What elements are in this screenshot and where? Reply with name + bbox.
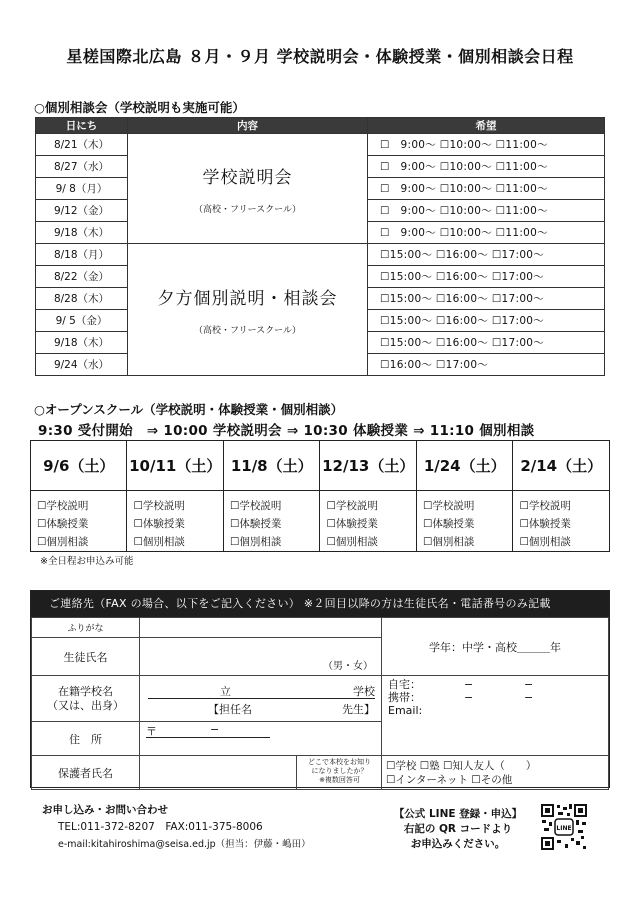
option-consult[interactable]: ☐個別相談: [37, 536, 89, 548]
open-school-schedule: 9:30 受付開始 ⇒ 10:00 学校説明会 ⇒ 10:30 体験授業 ⇒ 11:10 個別相談: [38, 423, 535, 439]
option-consult[interactable]: ☐個別相談: [422, 536, 475, 548]
option-consult[interactable]: ☐個別相談: [519, 536, 571, 548]
footer-tel-fax: TEL:011-372-8207 FAX:011-375-8006: [58, 821, 263, 833]
open-options: [127, 491, 224, 552]
postal-mark: 〒: [146, 725, 157, 738]
footer-heading: お申し込み・お問い合わせ: [42, 804, 168, 816]
school-label: [32, 676, 140, 722]
consult-slots[interactable]: ☐15:00〜 ☐16:00〜 ☐17:00〜: [368, 288, 605, 310]
mobile-phone-label: 携帯：: [388, 691, 421, 704]
option-consult[interactable]: ☐個別相談: [326, 536, 378, 548]
option-briefing[interactable]: ☐学校説明: [519, 500, 571, 512]
option-trial[interactable]: ☐体験授業: [519, 518, 571, 530]
option-briefing[interactable]: ☐学校説明: [326, 500, 378, 512]
consult-date: 9/12（金）: [36, 200, 128, 222]
open-date: 2/14（土）: [513, 441, 610, 491]
student-name-label: 生徒氏名: [32, 638, 140, 676]
teacher-suffix: 先生】: [342, 703, 375, 716]
contact-form-header: ご連絡先（FAX の場合、以下をご記入ください） ※２回目以降の方は生徒氏名・電話番号のみ記載: [31, 591, 609, 617]
consultation-table: [35, 117, 605, 376]
contact-form-table: [31, 617, 609, 790]
open-date: 11/8（土）: [223, 441, 319, 491]
open-school-table: [30, 440, 610, 552]
open-options: [31, 491, 127, 552]
school-underline: [148, 698, 375, 699]
option-briefing[interactable]: ☐学校説明: [133, 500, 185, 512]
group-title: 学校説明会: [202, 167, 293, 188]
student-name-input[interactable]: [140, 638, 382, 676]
school-suffix-gakko: 学校: [353, 685, 375, 698]
grade-field[interactable]: 学年：中学・高校＿＿＿年: [382, 618, 609, 676]
open-options: [513, 491, 610, 552]
col-date: 日にち: [36, 118, 128, 134]
open-school-note: ※全日程お申込み可能: [40, 556, 134, 567]
group-subtitle: （高校・フリースクール）: [193, 325, 301, 336]
teacher-label: 【担任名: [208, 703, 252, 716]
source-question: [296, 755, 382, 790]
address-label: 住 所: [32, 722, 140, 756]
guardian-input[interactable]: [140, 756, 382, 790]
open-date: 10/11（土）: [127, 441, 224, 491]
postal-underline: [146, 737, 270, 738]
consult-date: 8/27（水）: [36, 156, 128, 178]
line-qr-code-icon[interactable]: [540, 803, 588, 851]
option-briefing[interactable]: ☐学校説明: [229, 500, 282, 512]
group-subtitle: （高校・フリースクール）: [193, 204, 301, 215]
home-dash-2: −: [524, 678, 534, 691]
option-consult[interactable]: ☐個別相談: [229, 536, 282, 548]
consult-slots[interactable]: ☐15:00〜 ☐16:00〜 ☐17:00〜: [368, 310, 605, 332]
option-consult[interactable]: ☐個別相談: [133, 536, 185, 548]
consult-slots[interactable]: ☐ 9:00〜 ☐10:00〜 ☐11:00〜: [368, 222, 605, 244]
home-phone-label: 自宅：: [388, 678, 421, 691]
qr-line-label: LINE: [556, 825, 572, 832]
consult-group-briefing: [128, 134, 368, 244]
open-options: [223, 491, 319, 552]
open-date: 12/13（土）: [320, 441, 417, 491]
gender-choice[interactable]: （男・女）: [323, 661, 373, 672]
school-label-line2: （又は、出身）: [47, 698, 124, 712]
school-suffix-ritsu: 立: [220, 685, 231, 698]
line-text-1: 【公式 LINE 登録・申込】: [393, 808, 523, 820]
footer-email[interactable]: e-mail:kitahiroshima@seisa.ed.jp（担当：伊藤・嶋田）: [58, 839, 311, 850]
consult-date: 9/18（木）: [36, 222, 128, 244]
col-content: 内容: [128, 118, 368, 134]
consult-date: 8/22（金）: [36, 266, 128, 288]
consult-slots[interactable]: ☐15:00〜 ☐16:00〜 ☐17:00〜: [368, 332, 605, 354]
consult-slots[interactable]: ☐16:00〜 ☐17:00〜: [368, 354, 605, 376]
line-registration: [388, 807, 528, 852]
consult-date: 9/ 8（月）: [36, 178, 128, 200]
mobile-dash-1: −: [464, 691, 474, 704]
source-options-line1[interactable]: ☐学校 ☐塾 ☐知人友人（ ）: [386, 759, 537, 772]
source-options: [382, 756, 609, 790]
home-dash-1: −: [464, 678, 474, 691]
col-wish: 希望: [368, 118, 605, 134]
mobile-dash-2: −: [524, 691, 534, 704]
consult-date: 8/18（月）: [36, 244, 128, 266]
furigana-input[interactable]: [140, 618, 382, 638]
consult-slots[interactable]: ☐ 9:00〜 ☐10:00〜 ☐11:00〜: [368, 134, 605, 156]
furigana-label: ふりがな: [32, 618, 140, 638]
line-text-2: 右記の QR コードより: [403, 823, 513, 835]
consult-slots[interactable]: ☐ 9:00〜 ☐10:00〜 ☐11:00〜: [368, 156, 605, 178]
open-date: 9/6（土）: [31, 441, 127, 491]
source-question-line3: ※複数回答可: [319, 776, 360, 784]
open-options: [320, 491, 417, 552]
option-briefing[interactable]: ☐学校説明: [422, 500, 475, 512]
page-title: 星槎国際北広島 ８月・９月 学校説明会・体験授業・個別相談会日程: [66, 47, 574, 66]
option-trial[interactable]: ☐体験授業: [229, 518, 282, 530]
group-title: 夕方個別説明・相談会: [157, 288, 338, 309]
consult-slots[interactable]: ☐15:00〜 ☐16:00〜 ☐17:00〜: [368, 244, 605, 266]
source-options-line2[interactable]: ☐インターネット ☐その他: [386, 773, 513, 786]
school-label-line1: 在籍学校名: [58, 684, 113, 698]
phone-block: [382, 676, 609, 756]
consult-slots[interactable]: ☐ 9:00〜 ☐10:00〜 ☐11:00〜: [368, 200, 605, 222]
consult-date: 8/21（木）: [36, 134, 128, 156]
consultation-heading: ○個別相談会（学校説明も実施可能）: [34, 100, 245, 115]
school-input[interactable]: [140, 676, 382, 722]
open-date: 1/24（土）: [416, 441, 512, 491]
consult-date: 8/28（木）: [36, 288, 128, 310]
option-trial[interactable]: ☐体験授業: [133, 518, 185, 530]
line-text-3: お申込みください。: [410, 838, 506, 850]
option-trial[interactable]: ☐体験授業: [422, 518, 475, 530]
option-briefing[interactable]: ☐学校説明: [37, 500, 89, 512]
address-input[interactable]: [140, 722, 382, 756]
source-question-line1: どこで本校をお知り: [308, 758, 371, 766]
open-school-heading: ○オープンスクール（学校説明・体験授業・個別相談）: [34, 402, 344, 417]
option-trial[interactable]: ☐体験授業: [326, 518, 378, 530]
guardian-label: 保護者氏名: [32, 756, 140, 790]
consult-date: 9/18（木）: [36, 332, 128, 354]
consult-group-evening: [128, 244, 368, 376]
contact-form: [30, 590, 610, 788]
postal-dash: −: [210, 723, 220, 736]
source-question-line2: になりましたか？: [311, 767, 368, 775]
consult-date: 9/ 5（金）: [36, 310, 128, 332]
option-trial[interactable]: ☐体験授業: [37, 518, 89, 530]
consult-date: 9/24（水）: [36, 354, 128, 376]
open-options: [416, 491, 512, 552]
consult-slots[interactable]: ☐ 9:00〜 ☐10:00〜 ☐11:00〜: [368, 178, 605, 200]
email-label: Email:: [388, 704, 423, 717]
consult-slots[interactable]: ☐15:00〜 ☐16:00〜 ☐17:00〜: [368, 266, 605, 288]
